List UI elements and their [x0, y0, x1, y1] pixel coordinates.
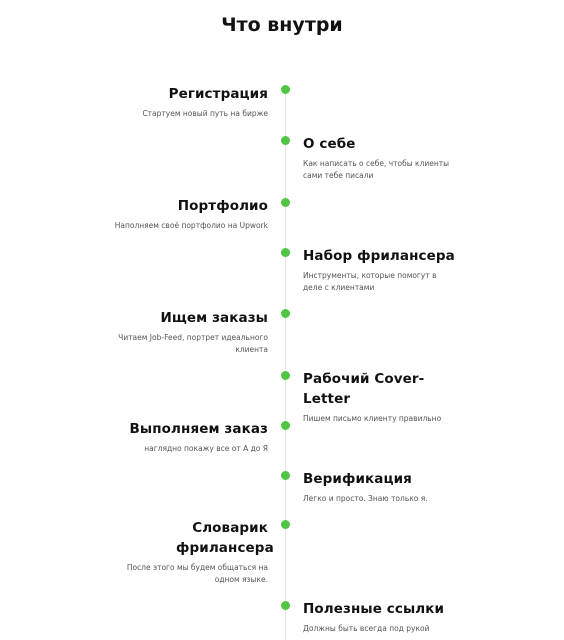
timeline-item-description: Должны быть всегда под рукой	[303, 624, 430, 633]
timeline-item-title: Словарик фрилансера	[176, 520, 274, 556]
timeline-item-title: Портфолио	[177, 198, 268, 214]
timeline-item-title: Верификация	[303, 471, 412, 487]
timeline-item-title: Регистрация	[168, 86, 268, 102]
timeline-dot	[281, 421, 290, 430]
timeline-item-description: Инструменты, которые помогут в деле с клиентами	[303, 271, 437, 292]
timeline-item-useful-links	[303, 599, 463, 635]
timeline-dot	[281, 601, 290, 610]
timeline-dot	[281, 309, 290, 318]
timeline-item-complete-order	[98, 419, 268, 455]
timeline-dot	[281, 248, 290, 257]
timeline-item-about	[303, 134, 453, 181]
timeline-item-description: Пишем письмо клиенту правильно	[303, 414, 442, 423]
timeline-item-title: Рабочий Cover-Letter	[303, 371, 425, 407]
timeline-item-title: О себе	[303, 136, 356, 152]
timeline-item-portfolio	[98, 196, 268, 232]
timeline-dot	[281, 198, 290, 207]
timeline-item-title: Набор фрилансера	[303, 248, 455, 264]
timeline-dot	[281, 85, 290, 94]
timeline-item-description: После этого мы будем общаться на одном языке.	[126, 563, 268, 584]
timeline-item-registration	[98, 84, 268, 120]
timeline-item-dictionary	[118, 518, 274, 585]
timeline-line	[285, 88, 286, 640]
timeline-item-title: Выполняем заказ	[129, 421, 268, 437]
timeline-item-description: Легко и просто. Знаю только я.	[303, 494, 428, 503]
timeline-item-search-orders	[98, 308, 268, 355]
timeline-item-cover-letter	[303, 369, 463, 425]
timeline-item-description: наглядно покажу все от А до Я	[144, 444, 268, 453]
timeline-item-title: Ищем заказы	[160, 310, 268, 326]
timeline-item-description: Наполняем своё портфолио на Upwork	[114, 221, 268, 230]
timeline-dot	[281, 471, 290, 480]
timeline-dot	[281, 371, 290, 380]
timeline-item-description: Как написать о себе, чтобы клиенты сами тебе писали	[303, 159, 450, 180]
timeline-item-description: Читаем Job-Feed, портрет идеального клиента	[118, 333, 268, 354]
timeline-dot	[281, 520, 290, 529]
timeline-item-description: Стартуем новый путь на бирже	[142, 109, 268, 118]
timeline-item-freelancer-kit	[303, 246, 458, 293]
timeline-item-verification	[303, 469, 463, 505]
timeline-item-title: Полезные ссылки	[303, 601, 445, 617]
page-title: Что внутри	[221, 14, 343, 36]
timeline-dot	[281, 136, 290, 145]
